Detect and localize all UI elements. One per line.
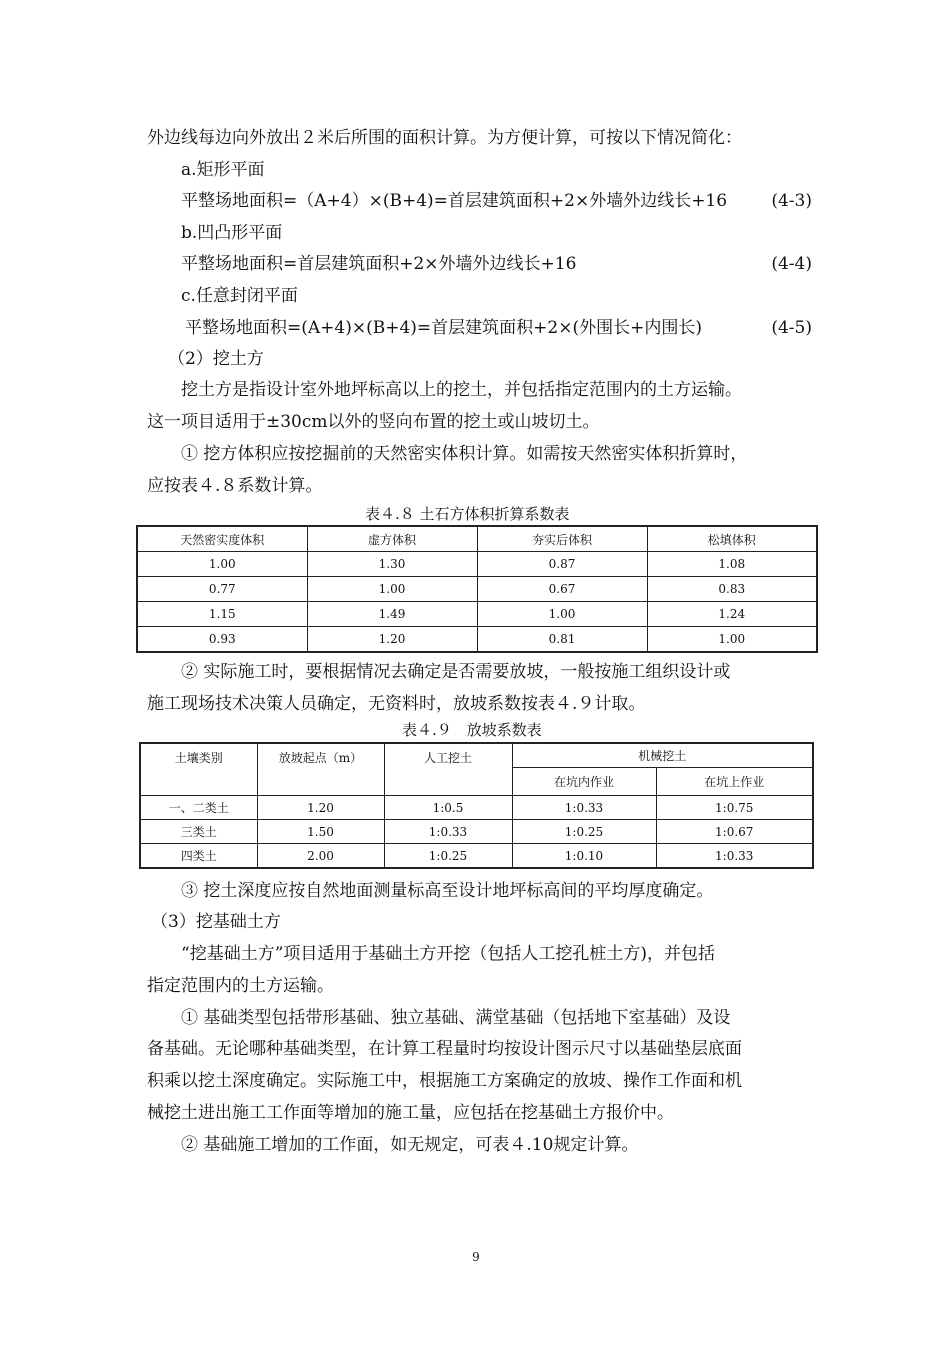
table-cell: 1.49 <box>307 602 477 627</box>
table-cell: 0.67 <box>477 577 647 602</box>
table-header-cell: 人工挖土 <box>384 743 512 796</box>
table-cell: 一、二类土 <box>140 796 257 820</box>
table-cell: 三类土 <box>140 820 257 844</box>
table-header-cell: 土壤类别 <box>140 743 257 796</box>
table-cell: 1:0.67 <box>656 820 813 844</box>
table-cell: 1.20 <box>307 627 477 653</box>
paragraph-line: 械挖土进出施工工作面等增加的施工量，应包括在挖基础土方报价中。 <box>147 1103 674 1123</box>
page-number: 9 <box>472 1250 480 1264</box>
table-cell: 1.00 <box>647 627 817 653</box>
table-cell: 1.20 <box>257 796 384 820</box>
section-heading: （2）挖土方 <box>168 349 264 369</box>
formula-line: 平整场地面积=（A+4）×(B+4)=首层建筑面积+2×外墙外边线长+16 <box>181 191 728 211</box>
paragraph-line: 挖土方是指设计室外地坪标高以上的挖土，并包括指定范围内的土方运输。 <box>181 380 742 400</box>
table-caption: 表４.９ 放坡系数表 <box>402 721 542 739</box>
table-header-cell: 天然密实度体积 <box>137 526 307 552</box>
table-header-cell: 放坡起点（m） <box>257 743 384 796</box>
table-cell: 0.87 <box>477 552 647 577</box>
table-cell: 1.24 <box>647 602 817 627</box>
table-cell: 1.00 <box>477 602 647 627</box>
paragraph-line: 这一项目适用于±30cm以外的竖向布置的挖土或山坡切土。 <box>147 412 600 432</box>
table-cell: 1:0.5 <box>384 796 512 820</box>
table-row <box>137 602 817 627</box>
table-cell: 1:0.33 <box>384 820 512 844</box>
table-cell: 0.77 <box>137 577 307 602</box>
paragraph-line: “挖基础土方”项目适用于基础土方开挖（包括人工挖孔桩土方)，并包括 <box>181 944 716 964</box>
table-header-cell: 机械挖土 <box>512 743 813 768</box>
table-cell: 1.15 <box>137 602 307 627</box>
paragraph-line: 备基础。无论哪种基础类型，在计算工程量时均按设计图示尺寸以基础垫层底面 <box>147 1039 742 1059</box>
paragraph-line: ③ 挖土深度应按自然地面测量标高至设计地坪标高间的平均厚度确定。 <box>181 881 714 901</box>
table-row <box>137 627 817 653</box>
table-row <box>137 577 817 602</box>
table-header-cell: 在坑上作业 <box>656 768 813 796</box>
table-cell: 1:0.25 <box>384 844 512 869</box>
table-cell: 1:0.33 <box>512 796 656 820</box>
table-header-cell: 虚方体积 <box>307 526 477 552</box>
equation-number: (4-3) <box>771 191 812 211</box>
table-header-cell: 在坑内作业 <box>512 768 656 796</box>
equation-number: (4-5) <box>771 318 812 338</box>
paragraph-line: 外边线每边向外放出２米后所围的面积计算。为方便计算，可按以下情况简化： <box>147 128 742 148</box>
paragraph-line: ① 挖方体积应按挖掘前的天然密实体积计算。如需按天然密实体积折算时， <box>181 444 748 464</box>
table-cell: 1:0.10 <box>512 844 656 869</box>
formula-line: 平整场地面积=(A+4)×(B+4)=首层建筑面积+2×(外围长+内围长) <box>185 318 702 338</box>
item-heading-b: b.凹凸形平面 <box>181 223 283 243</box>
paragraph-line: 积乘以挖土深度确定。实际施工中，根据施工方案确定的放坡、操作工作面和机 <box>147 1071 742 1091</box>
table-cell: 1:0.75 <box>656 796 813 820</box>
table-cell: 1.08 <box>647 552 817 577</box>
table-row <box>140 844 813 869</box>
table-header-cell: 夯实后体积 <box>477 526 647 552</box>
table-cell: 1.50 <box>257 820 384 844</box>
table-cell: 2.00 <box>257 844 384 869</box>
paragraph-line: ② 基础施工增加的工作面，如无规定，可表４.10规定计算。 <box>181 1135 639 1155</box>
table-cell: 1.30 <box>307 552 477 577</box>
formula-line: 平整场地面积=首层建筑面积+2×外墙外边线长+16 <box>181 254 577 274</box>
slope-coefficient-table <box>139 742 814 869</box>
table-cell: 1:0.33 <box>656 844 813 869</box>
table-cell: 1.00 <box>307 577 477 602</box>
table-cell: 0.81 <box>477 627 647 653</box>
table-caption: 表４.８ 土石方体积折算系数表 <box>365 505 570 523</box>
table-row <box>137 552 817 577</box>
item-heading-c: c.任意封闭平面 <box>181 286 298 306</box>
table-cell: 1.00 <box>137 552 307 577</box>
paragraph-line: 施工现场技术决策人员确定，无资料时，放坡系数按表４.９计取。 <box>147 694 646 714</box>
soil-volume-conversion-table <box>136 525 818 653</box>
table-cell: 0.93 <box>137 627 307 653</box>
table-header-cell: 松填体积 <box>647 526 817 552</box>
paragraph-line: ② 实际施工时，要根据情况去确定是否需要放坡，一般按施工组织设计或 <box>181 662 731 682</box>
table-cell: 1:0.25 <box>512 820 656 844</box>
table-cell: 0.83 <box>647 577 817 602</box>
paragraph-line: ① 基础类型包括带形基础、独立基础、满堂基础（包括地下室基础）及设 <box>181 1008 731 1028</box>
table-row <box>140 796 813 820</box>
paragraph-line: 指定范围内的土方运输。 <box>147 976 334 996</box>
paragraph-line: 应按表４.８系数计算。 <box>147 476 323 496</box>
item-heading-a: a.矩形平面 <box>181 160 265 180</box>
section-heading: （3）挖基础土方 <box>151 912 281 932</box>
table-cell: 四类土 <box>140 844 257 869</box>
table-row <box>140 820 813 844</box>
equation-number: (4-4) <box>771 254 812 274</box>
